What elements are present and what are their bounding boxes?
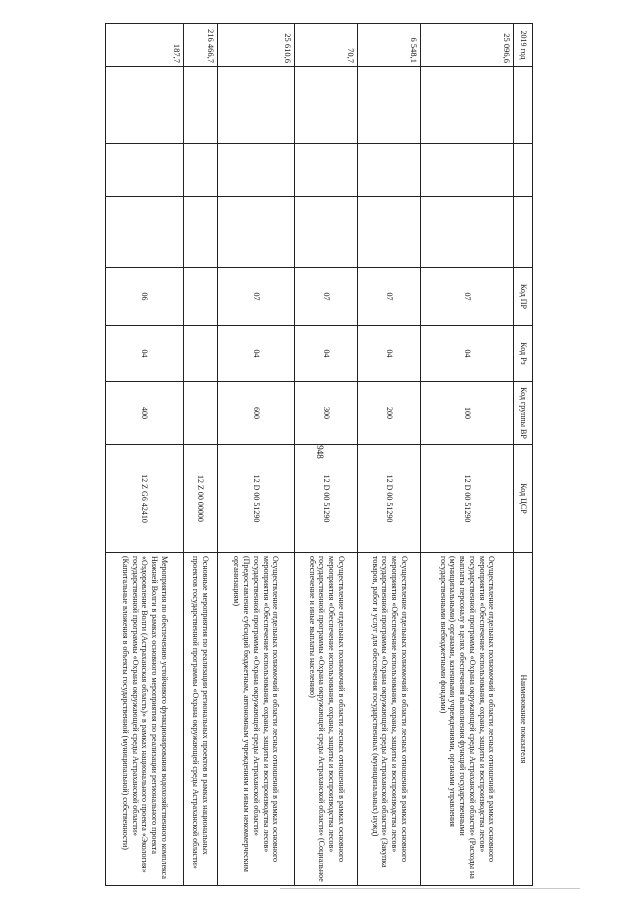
cell-empty [106,144,184,197]
cell-csr: 12 Z 00 00000 [183,445,217,553]
cell-value: 25 610,6 [217,24,295,67]
cell-rz [183,326,217,382]
cell-rz: 04 [106,326,184,382]
table-row [183,24,217,886]
cell-name: Осуществление отдельных полномочий в области лесных отношений в рамках основного мероприятия «Обеспечение использования, охраны, защиты и воспроизводства лесов» государственной программы «Охрана окружающей среды Астраханской области» (Предоставление субсидий бюджетным, автономным учреждениям и иным некоммерческим организациям) [217,553,295,886]
rotated-table-wrapper [105,23,533,885]
cell-value: 216 466,7 [183,24,217,67]
cell-rz: 04 [358,326,421,382]
header-vr: Код группы ВР [513,382,532,445]
header-pr: Код ПР [513,268,532,326]
cell-empty [217,197,295,268]
table-row [421,24,513,886]
table-row [295,24,358,886]
header-year: 2019 год [513,24,532,67]
cell-vr: 600 [217,382,295,445]
cell-empty [421,197,513,268]
cell-pr: 07 [421,268,513,326]
cell-value: 25 096,6 [421,24,513,67]
header-empty-2 [513,144,532,197]
cell-csr: 12 Z G6 42410 [106,445,184,553]
cell-empty [183,67,217,144]
header-empty-3 [513,197,532,268]
cell-csr: 12 D 00 51290 [295,445,358,553]
header-rz: Код Рз [513,326,532,382]
cell-value: 6 548,1 [358,24,421,67]
cell-name: Осуществление отдельных полномочий в области лесных отношений в рамках основного мероприятия «Обеспечение использования, охраны, защиты и воспроизводства лесов» государственной программы «Охрана окружающей среды Астраханской области» (Социальное обеспечение и иные выплаты населению) [295,553,358,886]
cell-vr: 100 [421,382,513,445]
cell-value: 70,7 [295,24,358,67]
cell-empty [106,67,184,144]
page-number: 948 [315,445,325,459]
budget-table [105,23,533,886]
table-row [217,24,295,886]
cell-vr [183,382,217,445]
cell-csr: 12 D 00 51290 [358,445,421,553]
cell-empty [421,67,513,144]
cell-csr: 12 D 00 51290 [421,445,513,553]
cell-pr: 07 [358,268,421,326]
cell-rz: 04 [217,326,295,382]
cell-empty [358,197,421,268]
cell-pr [183,268,217,326]
scan-edge-line [280,888,580,889]
cell-vr: 400 [106,382,184,445]
header-empty-1 [513,67,532,144]
cell-rz: 04 [295,326,358,382]
cell-empty [183,197,217,268]
table-row [106,24,184,886]
cell-vr: 300 [295,382,358,445]
cell-empty [183,144,217,197]
cell-empty [106,197,184,268]
cell-name: Осуществление отдельных полномочий в области лесных отношений в рамках основного мероприятия «Обеспечение использования, охраны, защиты и воспроизводства лесов» государственной программы «Охрана окружающей среды Астраханской области» (Закупка товаров, работ и услуг для обеспечения государственных (муниципальных) нужд) [358,553,421,886]
cell-empty [217,67,295,144]
cell-empty [217,144,295,197]
cell-pr: 07 [217,268,295,326]
cell-name: Мероприятия по обеспечению устойчивого функционирования водохозяйственного комплекса Нижней Волги в рамках основного мероприятия по реализации регионального проекта «Оздоровление Волги (Астраханская область)» в рамках национального проекта «Экология» государственной программы «Охрана окружающей среды Астраханской области» (Капитальные вложения в объекты государственной (муниципальной) собственности) [106,553,184,886]
cell-empty [295,67,358,144]
header-row [513,24,532,886]
header-csr: Код ЦСР [513,445,532,553]
cell-empty [358,144,421,197]
header-name: Наименование показателя [513,553,532,886]
cell-empty [295,144,358,197]
cell-pr: 07 [295,268,358,326]
cell-vr: 200 [358,382,421,445]
table-row [358,24,421,886]
cell-name: Осуществление отдельных полномочий в области лесных отношений в рамках основного мероприятия «Обеспечение использования, охраны, защиты и воспроизводства лесов» государственной программы «Охрана окружающей среды Астраханской области» (Расходы на выплаты персоналу в целях обеспечения выполнения функций государственными (муниципальными) органами, казенными учреждениями, органами управления государственными внебюджетными фондами) [421,553,513,886]
cell-pr: 06 [106,268,184,326]
cell-empty [358,67,421,144]
cell-rz: 04 [421,326,513,382]
cell-name: Основные мероприятия по реализации региональных проектов в рамках национальных проектов государственной программы «Охрана окружающей среды Астраханской области» [183,553,217,886]
cell-empty [421,144,513,197]
cell-value: 187,7 [106,24,184,67]
cell-csr: 12 D 00 51290 [217,445,295,553]
cell-empty [295,197,358,268]
